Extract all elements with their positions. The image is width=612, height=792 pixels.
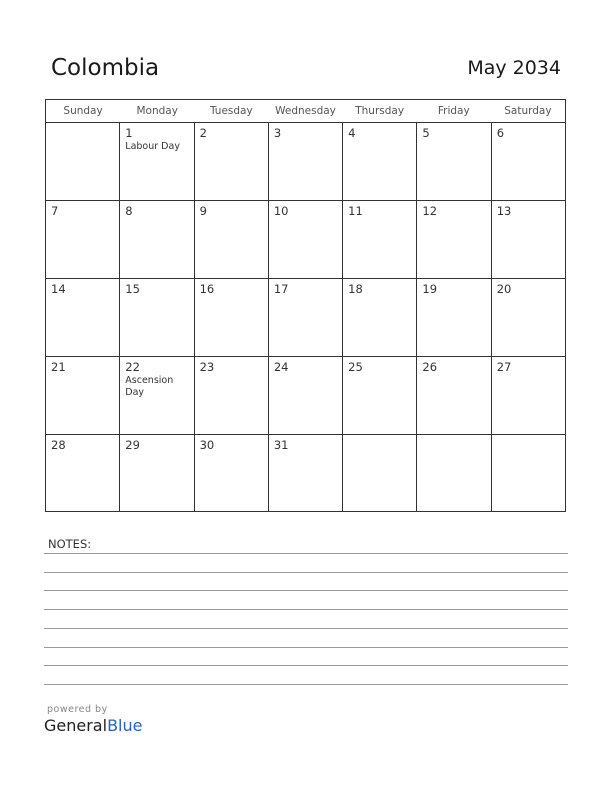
- day-number: 28: [51, 438, 66, 452]
- day-number: 15: [125, 282, 140, 296]
- day-cell: [269, 357, 343, 434]
- day-cell: [46, 123, 120, 200]
- day-number: 29: [125, 438, 140, 452]
- day-number: 6: [496, 126, 505, 140]
- day-cell: [343, 123, 417, 200]
- day-number: 2: [199, 126, 207, 140]
- day-number: 24: [273, 360, 289, 374]
- day-cell: [417, 201, 491, 278]
- weekday-wednesday: Wednesday: [275, 105, 336, 117]
- week-row: [46, 435, 565, 512]
- day-number: 10: [273, 204, 289, 218]
- weekday-thursday: Thursday: [355, 105, 405, 117]
- powered-by-text: powered by: [47, 704, 108, 715]
- note-line: [44, 609, 568, 610]
- day-number: 8: [125, 204, 133, 218]
- day-cell: [492, 123, 565, 200]
- weeks-container: [46, 123, 565, 512]
- day-cell: [269, 435, 343, 512]
- week-row: [46, 201, 565, 279]
- note-line: [44, 665, 568, 666]
- day-number: 25: [348, 360, 363, 374]
- day-cell: [492, 201, 565, 278]
- day-number: 11: [348, 204, 363, 218]
- day-number: 20: [496, 282, 512, 296]
- day-cell: [46, 357, 120, 434]
- day-cell: [343, 279, 417, 356]
- month-title: May 2034: [467, 57, 561, 79]
- day-cell: [120, 279, 194, 356]
- day-number: 16: [199, 282, 215, 296]
- brand-general-text: General: [44, 716, 108, 735]
- weekday-friday: Friday: [437, 105, 470, 117]
- day-cell: [120, 123, 194, 200]
- day-number: 4: [348, 126, 356, 140]
- holiday-label: Ascension Day: [125, 375, 174, 398]
- weekday-monday: Monday: [136, 105, 178, 117]
- day-number: 22: [125, 360, 140, 374]
- day-number: 21: [51, 360, 66, 374]
- day-number: 17: [273, 282, 289, 296]
- day-cell: [417, 357, 491, 434]
- weekday-sunday: Sunday: [63, 105, 103, 117]
- note-line: [44, 572, 568, 573]
- note-line: [44, 590, 568, 591]
- day-cell: [343, 201, 417, 278]
- day-number: 26: [422, 360, 438, 374]
- day-cell: [269, 279, 343, 356]
- day-cell: [417, 123, 491, 200]
- day-number: 14: [51, 282, 66, 296]
- day-cell: [120, 357, 194, 434]
- week-row: [46, 123, 565, 201]
- day-cell: [492, 357, 565, 434]
- day-cell: [343, 435, 417, 512]
- day-number: 12: [422, 204, 438, 218]
- day-number: 7: [51, 204, 59, 218]
- day-number: 27: [496, 360, 512, 374]
- day-cell: [195, 123, 269, 200]
- day-cell: [120, 435, 194, 512]
- brand-blue-text: Blue: [107, 716, 143, 735]
- weekday-saturday: Saturday: [504, 105, 552, 117]
- weekday-tuesday: Tuesday: [209, 105, 253, 117]
- note-line: [44, 553, 568, 554]
- week-row: [46, 357, 565, 435]
- day-cell: [417, 435, 491, 512]
- note-line: [44, 647, 568, 648]
- day-cell: [195, 357, 269, 434]
- note-line: [44, 684, 568, 685]
- note-line: [44, 628, 568, 629]
- day-number: 3: [273, 126, 282, 140]
- notes-label: NOTES:: [48, 537, 92, 551]
- weekday-header-row: [46, 100, 565, 123]
- holiday-label: Labour Day: [125, 141, 180, 152]
- day-number: 1: [125, 126, 133, 140]
- day-cell: [46, 201, 120, 278]
- day-cell: [195, 201, 269, 278]
- day-number: 31: [273, 438, 289, 452]
- day-cell: [195, 435, 269, 512]
- day-number: 13: [496, 204, 512, 218]
- brand-logo: [44, 716, 142, 735]
- day-number: 9: [199, 204, 207, 218]
- day-cell: [269, 123, 343, 200]
- day-cell: [120, 201, 194, 278]
- day-cell: [492, 435, 565, 512]
- day-cell: [195, 279, 269, 356]
- day-number: 19: [422, 282, 438, 296]
- week-row: [46, 279, 565, 357]
- calendar-grid: [45, 99, 566, 512]
- day-number: 18: [348, 282, 363, 296]
- day-cell: [46, 435, 120, 512]
- day-cell: [269, 201, 343, 278]
- day-cell: [343, 357, 417, 434]
- day-number: 5: [422, 126, 430, 140]
- day-cell: [46, 279, 120, 356]
- day-number: 23: [199, 360, 215, 374]
- day-cell: [492, 279, 565, 356]
- day-number: 30: [199, 438, 215, 452]
- day-cell: [417, 279, 491, 356]
- country-title: Colombia: [51, 55, 160, 81]
